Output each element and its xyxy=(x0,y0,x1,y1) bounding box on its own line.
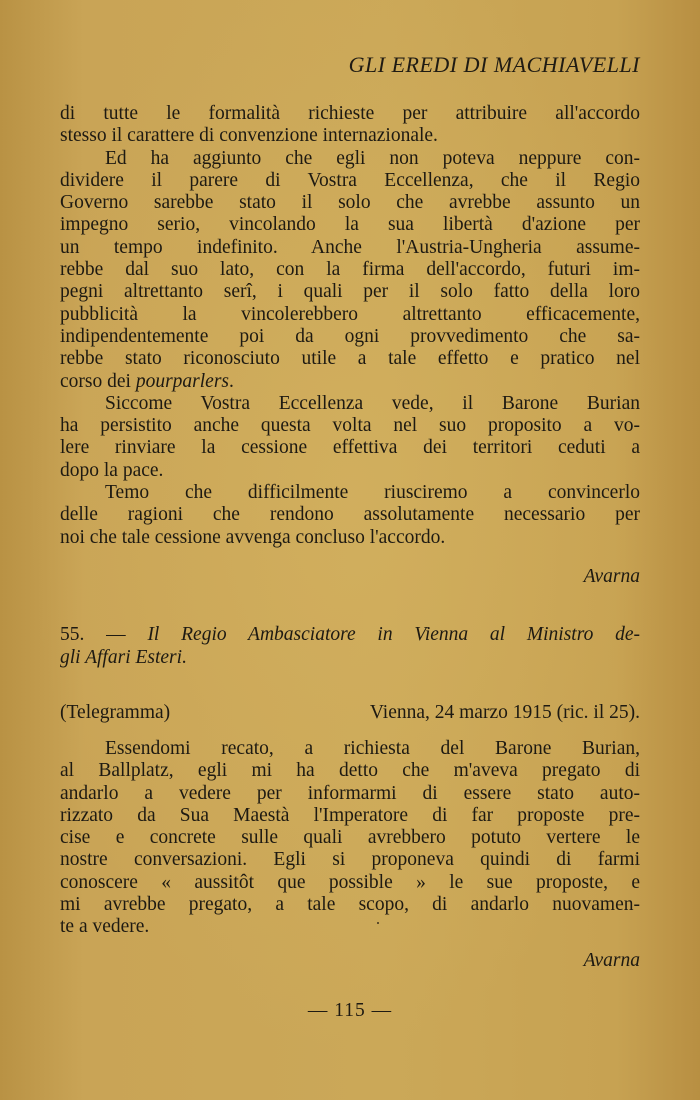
text-line: delle ragioni che rendono assolutamente necessario per xyxy=(60,504,640,526)
text-run: . xyxy=(229,370,234,392)
text-line: pubblicità la vincolerebbero altrettanto efficacemente, xyxy=(60,303,640,325)
text-line: Governo sarebbe stato il solo che avrebbe assunto un xyxy=(60,192,640,214)
text-line: un tempo indefinito. Anche l'Austria-Ungheria assume- xyxy=(60,236,640,258)
text-line: Temo che difficilmente riusciremo a convincerlo xyxy=(105,482,640,504)
text-line: noi che tale cessione avvenga concluso l'accordo. xyxy=(60,526,446,548)
text-line: Ed ha aggiunto che egli non poteva neppure con- xyxy=(105,147,640,169)
text-line: ha persistito anche questa volta nel suo proposito a vo- xyxy=(60,415,640,437)
dateline xyxy=(60,702,640,724)
running-head: GLI EREDI DI MACHIAVELLI xyxy=(348,52,640,77)
heading-line xyxy=(60,624,640,647)
document-number: 55. — xyxy=(60,624,148,645)
text-line: rizzato da Sua Maestà l'Imperatore di far proposte pre- xyxy=(60,804,640,826)
place-date: Vienna, 24 marzo 1915 (ric. il 25). xyxy=(369,702,640,723)
document-type: (Telegramma) xyxy=(60,702,171,723)
text-line: Essendomi recato, a richiesta del Barone Burian, xyxy=(105,738,640,759)
text-line: cise e concrete sulle quali avrebbero potuto vertere le xyxy=(60,827,640,849)
heading-line: gli Affari Esteri. xyxy=(60,646,187,668)
text-line: nostre conversazioni. Egli si proponeva quindi di farmi xyxy=(60,849,640,871)
text-line: impegno serio, vincolando la sua libertà d'azione per xyxy=(60,214,640,236)
text-line: dopo la pace. xyxy=(60,459,164,481)
text-line: dividere il parere di Vostra Eccellenza, che il Regio xyxy=(60,169,640,191)
ink-speck xyxy=(377,922,379,924)
text-line: rebbe dal suo lato, con la firma dell'accordo, futuri im- xyxy=(60,259,640,281)
text-line: di tutte le formalità richieste per attribuire all'accordo xyxy=(60,103,640,124)
text-line: conoscere « aussitôt que possible » le sue proposte, e xyxy=(60,871,640,893)
text-line: lere rinviare la cessione effettiva dei territori ceduti a xyxy=(60,437,640,459)
page-number: — 115 — xyxy=(307,1000,393,1021)
document-heading xyxy=(60,624,640,669)
text-run: corso dei xyxy=(60,370,136,392)
text-line: te a vedere. xyxy=(60,916,150,938)
signature: Avarna xyxy=(583,566,640,587)
text-line: pegni altrettanto serî, i quali per il solo fatto della loro xyxy=(60,281,640,303)
text-line: rebbe stato riconosciuto utile a tale effetto e pratico nel xyxy=(60,348,640,370)
text-line: mi avrebbe pregato, a tale scopo, di andarlo nuovamen- xyxy=(60,894,640,916)
text-line: al Ballplatz, egli mi ha detto che m'aveva pregato di xyxy=(60,760,640,782)
document-title: Il Regio Ambasciatore in Vienna al Ministro de- xyxy=(147,624,640,645)
text-line: andarlo a vedere per informarmi di essere stato auto- xyxy=(60,782,640,804)
italic-term: pourparlers xyxy=(135,370,229,392)
text-block-continued-letter xyxy=(60,103,640,549)
signature: Avarna xyxy=(583,950,640,971)
text-line: stesso il carattere di convenzione internazionale. xyxy=(60,125,438,147)
text-line xyxy=(60,371,640,393)
text-block-telegram xyxy=(60,738,640,939)
text-line: Siccome Vostra Eccellenza vede, il Barone Burian xyxy=(105,392,640,414)
text-line: indipendentemente poi da ogni provvedimento che sa- xyxy=(60,325,640,347)
